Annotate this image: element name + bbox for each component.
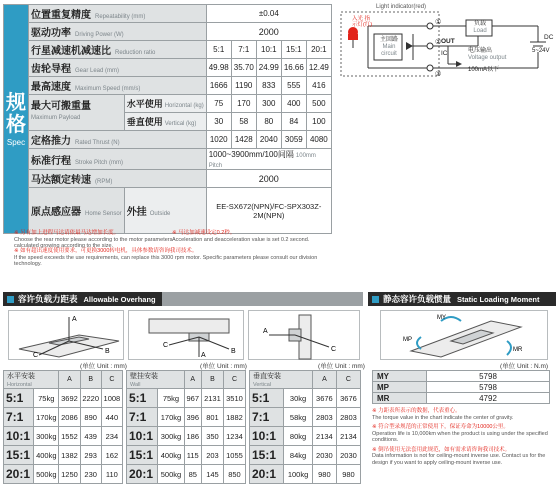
unit-wall: (单位 Unit : mm) xyxy=(200,363,247,370)
table-row: 20:1 500kg 85 145 850 xyxy=(127,465,246,484)
wall-mount-figure xyxy=(128,310,244,360)
lead-cell: 49.98 xyxy=(206,59,231,77)
payload-h-cell: 400 xyxy=(281,95,306,113)
svg-text:A: A xyxy=(72,316,77,323)
table-row: 7:1 58kg 2803 2803 xyxy=(250,408,361,427)
dc-label: DC xyxy=(544,34,554,41)
dc-range-label: 5~24V xyxy=(532,48,550,54)
label-payload-vertical: 垂直使用 Vertical (kg) xyxy=(124,113,206,131)
unit-vertical: (单位 Unit : mm) xyxy=(318,363,365,370)
static-title-cn: 静态容许负载惯量 xyxy=(383,294,452,304)
thrust-cell: 1428 xyxy=(231,131,256,149)
column-header: C xyxy=(223,371,245,389)
current-label: 100mA以下 xyxy=(468,67,500,73)
static-note: ※ 力距表所表示的数据，代表重心。 The torque value in the chart indicate the center of gravity. xyxy=(372,408,514,421)
horizontal-mode-label: 水平安装 Horizontal xyxy=(4,371,59,389)
note-acceleration: ※ 马达加减速设定0.2秒。 Acceleration and deacceleration value is set 0.2 second. xyxy=(172,230,310,243)
wall-mode-label: 壁挂安装 Wall xyxy=(127,371,185,389)
svg-text:C: C xyxy=(33,352,39,359)
terminal-1: ① xyxy=(435,19,442,26)
label-repeatability: 位置重复精度 Repeatability (mm) xyxy=(29,5,207,23)
lead-cell: 35.70 xyxy=(231,59,256,77)
svg-text:MP: MP xyxy=(403,337,412,343)
value-motor-speed: 2000 xyxy=(206,170,331,188)
payload-v-cell: 30 xyxy=(206,113,231,131)
reduction-cell: 5:1 xyxy=(206,41,231,59)
payload-h-cell: 300 xyxy=(256,95,281,113)
column-header: A xyxy=(59,371,80,389)
note-motor-length: ※ 另有加上进程马达请依最马达增加长度。 Choose the rear motor please according to the motor parameters calculated growing according to the size. xyxy=(14,230,173,249)
label-thrust: 定格推力 Rated Thrust (N) xyxy=(29,131,207,149)
value-repeatability: ±0.04 xyxy=(206,5,331,23)
value-sensor: EE-SX672(NPN)/FC-SPX303Z-2M(NPN) xyxy=(206,188,331,234)
table-row: 5:1 75kg 3692 2220 1008 xyxy=(4,389,123,408)
payload-h-cell: 75 xyxy=(206,95,231,113)
unit-static: (单位 Unit : N.m) xyxy=(500,363,549,370)
voltage-output-label: 电压输出 Voltage output xyxy=(468,48,507,61)
table-row: 5:1 30kg 3676 3676 xyxy=(250,389,361,408)
payload-h-cell: 500 xyxy=(306,95,331,113)
payload-v-cell: 58 xyxy=(231,113,256,131)
table-row: MY 5798 xyxy=(373,371,550,382)
static-moment-figure xyxy=(380,310,548,360)
thrust-cell: 4080 xyxy=(306,131,331,149)
overhang-section-header xyxy=(3,292,363,306)
payload-v-cell: 84 xyxy=(281,113,306,131)
spec-table xyxy=(3,4,332,234)
reduction-cell: 15:1 xyxy=(281,41,306,59)
light-indicator-icon xyxy=(348,27,358,48)
table-row: 10:1 300kg 1552 439 234 xyxy=(4,427,123,446)
table-row: 5:1 75kg 967 2131 3510 xyxy=(127,389,246,408)
label-speed: 最高速度 Maximum Speed (mm/s) xyxy=(29,77,207,95)
column-header: C xyxy=(336,371,360,389)
table-row: 7:1 170kg 396 801 1882 xyxy=(127,408,246,427)
static-notes xyxy=(372,408,552,466)
value-power: 2000 xyxy=(206,23,331,41)
svg-text:A: A xyxy=(263,328,268,335)
svg-text:C: C xyxy=(163,342,169,349)
vertical-mode-label: 垂直安装 Vertical xyxy=(250,371,313,389)
speed-cell: 1190 xyxy=(231,77,256,95)
lead-cell: 16.66 xyxy=(281,59,306,77)
column-header: B xyxy=(80,371,101,389)
column-header: C xyxy=(101,371,122,389)
reduction-cell: 20:1 xyxy=(306,41,331,59)
table-row: 10:1 80kg 2134 2134 xyxy=(250,427,361,446)
horizontal-overhang-table xyxy=(3,370,123,484)
label-power: 驱动功率 Driving Power (W) xyxy=(29,23,207,41)
terminal-3: ③ xyxy=(435,71,442,78)
label-stroke: 标准行程 Stroke Pitch (mm) xyxy=(29,149,207,170)
speed-cell: 833 xyxy=(256,77,281,95)
section-marker-icon xyxy=(7,296,14,303)
thrust-cell: 1020 xyxy=(206,131,231,149)
out-label: OUT xyxy=(441,38,455,45)
svg-text:MY: MY xyxy=(437,315,446,321)
svg-text:B: B xyxy=(231,348,236,355)
table-row: 10:1 300kg 186 350 1234 xyxy=(127,427,246,446)
label-home-sensor: 原点感应器 Home Sensor xyxy=(29,188,125,234)
lead-cell: 12.49 xyxy=(306,59,331,77)
sensor-circuit-diagram xyxy=(338,4,556,84)
static-note: ※ 符合型录规范的正常使用下，保证寿命为10000公里。 Operation life is 10,000km when the product is using under the specified conditions. xyxy=(372,424,548,443)
spec-side-label xyxy=(4,5,29,234)
vertical-overhang-table xyxy=(249,370,361,484)
speed-cell: 1666 xyxy=(206,77,231,95)
static-note: ※ 倒吊使用无法套用此规范，如有需求请咨询我司技术。 Data information is not for ceiling-mount inverse use. Contact us for the design if you want to apply ceiling-mount inverse use. xyxy=(372,446,546,466)
thrust-cell: 3059 xyxy=(281,131,306,149)
label-motor-speed: 马达额定转速 (RPM) xyxy=(29,170,207,188)
table-row: 20:1 500kg 1250 230 110 xyxy=(4,465,123,484)
reduction-cell: 7:1 xyxy=(231,41,256,59)
svg-text:B: B xyxy=(105,348,110,355)
svg-text:C: C xyxy=(331,346,337,353)
wall-overhang-table xyxy=(126,370,246,484)
column-header: B xyxy=(201,371,223,389)
horizontal-mount-figure xyxy=(8,310,124,360)
payload-v-cell: 100 xyxy=(306,113,331,131)
lead-cell: 24.99 xyxy=(256,59,281,77)
payload-v-cell: 80 xyxy=(256,113,281,131)
load-label: 负载 Load xyxy=(473,21,487,34)
column-header: A xyxy=(312,371,336,389)
spec-side-cn: 规格 xyxy=(6,91,26,136)
light-indicator-label: Light indicator(red) xyxy=(376,4,427,10)
table-row: 20:1 100kg 980 980 xyxy=(250,465,361,484)
table-row: 15:1 84kg 2030 2030 xyxy=(250,446,361,465)
label-payload-horizontal: 水平使用 Horizontal (kg) xyxy=(124,95,206,113)
static-title-en: Static Loading Moment xyxy=(457,294,540,304)
payload-h-cell: 170 xyxy=(231,95,256,113)
overhang-title-en: Allowable Overhang xyxy=(83,294,156,304)
speed-cell: 416 xyxy=(306,77,331,95)
main-circuit-label: 主回路 Main circuit xyxy=(379,37,398,57)
table-row: MP 5798 xyxy=(373,382,550,393)
label-payload: 最大可搬重量 Maximum Payload xyxy=(29,95,125,131)
speed-cell: 555 xyxy=(281,77,306,95)
label-reduction: 行星减速机减速比 Reduction ratio xyxy=(29,41,207,59)
table-row: 15:1 400kg 1382 293 162 xyxy=(4,446,123,465)
column-header: A xyxy=(184,371,201,389)
static-moment-table xyxy=(372,370,550,404)
table-row: 7:1 170kg 2086 890 440 xyxy=(4,408,123,427)
overhang-title-cn: 容许负载力距表 xyxy=(18,294,78,304)
vertical-mount-figure xyxy=(248,310,360,360)
label-sensor-outside: 外挂 Outside xyxy=(124,188,206,234)
spec-side-en: Spec xyxy=(6,137,26,147)
table-row: MR 4792 xyxy=(373,393,550,404)
reduction-cell: 10:1 xyxy=(256,41,281,59)
ic-label: IC xyxy=(441,50,448,57)
note-speed-option: ※ 如有超出速度使用要求，可更换3000转电机，具体参数请咨询我司技术。 If the speed exceeds the use requirements, can replace this 3000 rpm motor. Specific parameters please consult our division technology. xyxy=(14,248,318,267)
value-stroke: 1000~3900mm/100间隔 100mm Pitch xyxy=(206,149,331,170)
section-marker-icon xyxy=(372,296,379,303)
label-lead: 齿轮导程 Gear Lead (mm) xyxy=(29,59,207,77)
svg-text:MR: MR xyxy=(513,347,523,353)
static-section-header xyxy=(368,292,556,306)
table-row: 15:1 400kg 115 203 1055 xyxy=(127,446,246,465)
thrust-cell: 2040 xyxy=(256,131,281,149)
terminal-2: ② xyxy=(435,39,442,46)
light-indicator-cn: 入光 指示灯(红) xyxy=(352,16,373,28)
unit-horizontal: (单位 Unit : mm) xyxy=(80,363,127,370)
svg-text:A: A xyxy=(201,352,206,359)
